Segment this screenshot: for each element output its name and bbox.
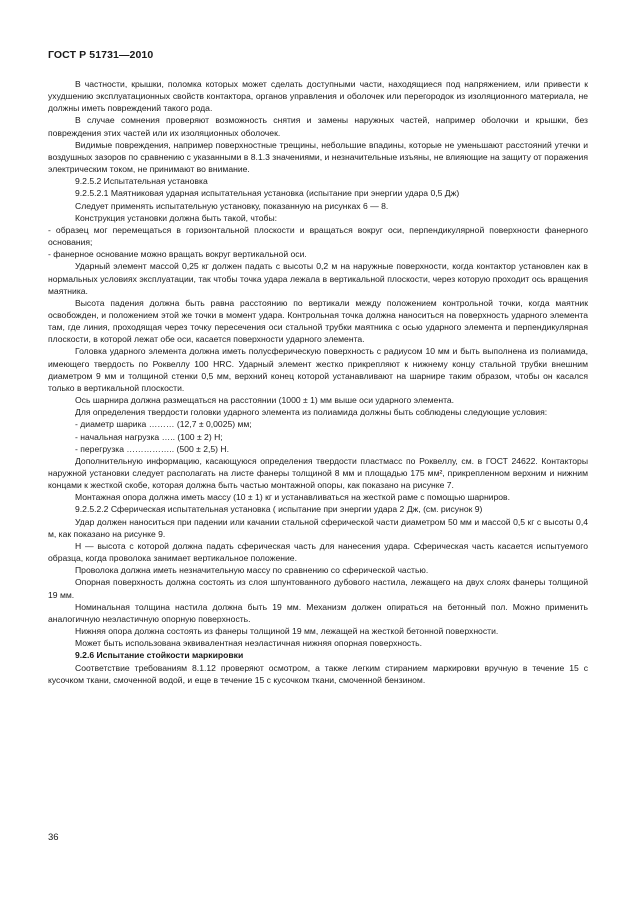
- paragraph: Может быть использована эквивалентная неэластичная нижняя опорная поверхность.: [75, 638, 422, 649]
- paragraph: Видимые повреждения, например поверхностные трещины, небольшие впадины, которые не уменьшают расстояний утечки и воздушных зазоров по сравнению с указанными в 8.1.3 значениями, и незначительные изъяны, не влияющие на защиту от поражения электрическим током, не принимают во внимание.: [48, 139, 588, 175]
- list-item: - фанерное основание можно вращать вокруг вертикальной оси.: [48, 249, 307, 260]
- paragraph: Высота падения должна быть равна расстоянию по вертикали между положением контрольной точки, когда маятник освобожден, и положением этой же точки в момент удара. Контрольная точка должна наноситься на поверхность ударного элемента там, где линия, проходящая через точку пересечения оси стальной трубки маятника с осью ударного элемента и перпендикулярная плоскости, в которой лежат обе оси, касается поверхности ударного элемента.: [48, 297, 588, 345]
- section-heading: 9.2.5.2.2 Сферическая испытательная установка ( испытание при энергии удара 2 Дж, (см. рисунок 9): [75, 504, 483, 515]
- paragraph: В частности, крышки, поломка которых может сделать доступными части, находящиеся под напряжением, или привести к ухудшению эксплуатационных свойств контактора, органов управления и оболочек или перегородок из изоляционного материала, не должны иметь повреждений такого рода.: [48, 79, 588, 114]
- page-number: 36: [48, 832, 59, 843]
- paragraph: H — высота с которой должна падать сферическая часть для нанесения удара. Сферическая часть касается испытуемого образца, когда проволока занимает вертикальное положение.: [48, 540, 588, 564]
- paragraph: Нижняя опора должна состоять из фанеры толщиной 19 мм, лежащей на жесткой бетонной поверхности.: [75, 626, 499, 637]
- paragraph: Проволока должна иметь незначительную массу по сравнению со сферической частью.: [75, 565, 429, 576]
- section-heading: 9.2.5.2.1 Маятниковая ударная испытательная установка (испытание при энергии удара 0,5 Дж): [75, 188, 460, 199]
- paragraph: Удар должен наноситься при падении или качании стальной сферической части диаметром 50 мм и массой 0,5 кг с высоты 0,4 м, как показано на рисунке 9.: [48, 516, 588, 539]
- paragraph: Конструкция установки должна быть такой, чтобы:: [75, 212, 278, 223]
- paragraph: Опорная поверхность должна состоять из слоя шпунтованного дубового настила, лежащего на двух слоях фанеры толщиной 19 мм.: [48, 577, 588, 600]
- document-body: [48, 78, 588, 686]
- section-heading: 9.2.6 Испытание стойкости маркировки: [75, 650, 244, 661]
- list-item: - образец мог перемещаться в горизонтальной плоскости и вращаться вокруг оси, перпендикулярной поверхности фанерного основания;: [48, 224, 588, 248]
- standard-header: ГОСТ Р 51731—2010: [48, 49, 154, 61]
- section-heading: 9.2.5.2 Испытательная установка: [75, 176, 208, 187]
- paragraph: Для определения твердости головки ударного элемента из полиамида должны быть соблюдены следующие условия:: [75, 407, 548, 418]
- list-item: - начальная нагрузка ….. (100 ± 2) Н;: [75, 431, 223, 442]
- paragraph: В случае сомнения проверяют возможность снятия и замены наружных частей, например оболочки и крышки, без повреждения этих частей или их изоляционных оболочек.: [48, 115, 588, 138]
- paragraph: Головка ударного элемента должна иметь полусферическую поверхность с радиусом 10 мм и быть выполнена из полиамида, имеющего твердость по Роквеллу 100 HRC. Ударный элемент жестко прикрепляют к нижнему концу стальной трубки внешним диаметром 9 мм и толщиной стенки 0,5 мм, верхний конец которой устанавливают на шарнире таким образом, чтобы он касался только в вертикальной плоскости.: [48, 346, 588, 393]
- paragraph: Следует применять испытательную установку, показанную на рисунках 6 — 8.: [75, 200, 389, 211]
- list-item: - диаметр шарика ……… (12,7 ± 0,0025) мм;: [75, 419, 252, 430]
- paragraph: Соответствие требованиям 8.1.12 проверяют осмотром, а также легким стиранием маркировки вручную в течение 15 с кусочком ткани, смоченной водой, и еще в течение 15 с кусочком ткани, смоченной бензином.: [48, 662, 588, 685]
- paragraph: Ударный элемент массой 0,25 кг должен падать с высоты 0,2 м на наружные поверхности, когда контактор установлен как в нормальных условиях эксплуатации, так чтобы точка удара лежала в вертикальной плоскости, через которую проходит ось вращения маятника.: [48, 261, 588, 296]
- paragraph: Монтажная опора должна иметь массу (10 ± 1) кг и устанавливаться на жесткой раме с помощью шарниров.: [75, 492, 510, 503]
- list-item: - перегрузка …………….. (500 ± 2,5) Н.: [75, 443, 230, 454]
- paragraph: Ось шарнира должна размещаться на расстоянии (1000 ± 1) мм выше оси ударного элемента.: [75, 395, 455, 406]
- paragraph: Номинальная толщина настила должна быть 19 мм. Механизм должен опираться на бетонный пол. Можно применить аналогичную неэластичную опорную поверхность.: [48, 601, 588, 624]
- paragraph: Дополнительную информацию, касающуюся определения твердости пластмасс по Роквеллу, см. в ГОСТ 24622. Контакторы наружной установки следует располагать на листе фанеры толщиной 8 мм и площадью 175 мм², прикрепленном верхним и нижним концами к жесткой скобе, которая должна быть частью монтажной опоры, как показано на рисунке 7.: [48, 455, 588, 491]
